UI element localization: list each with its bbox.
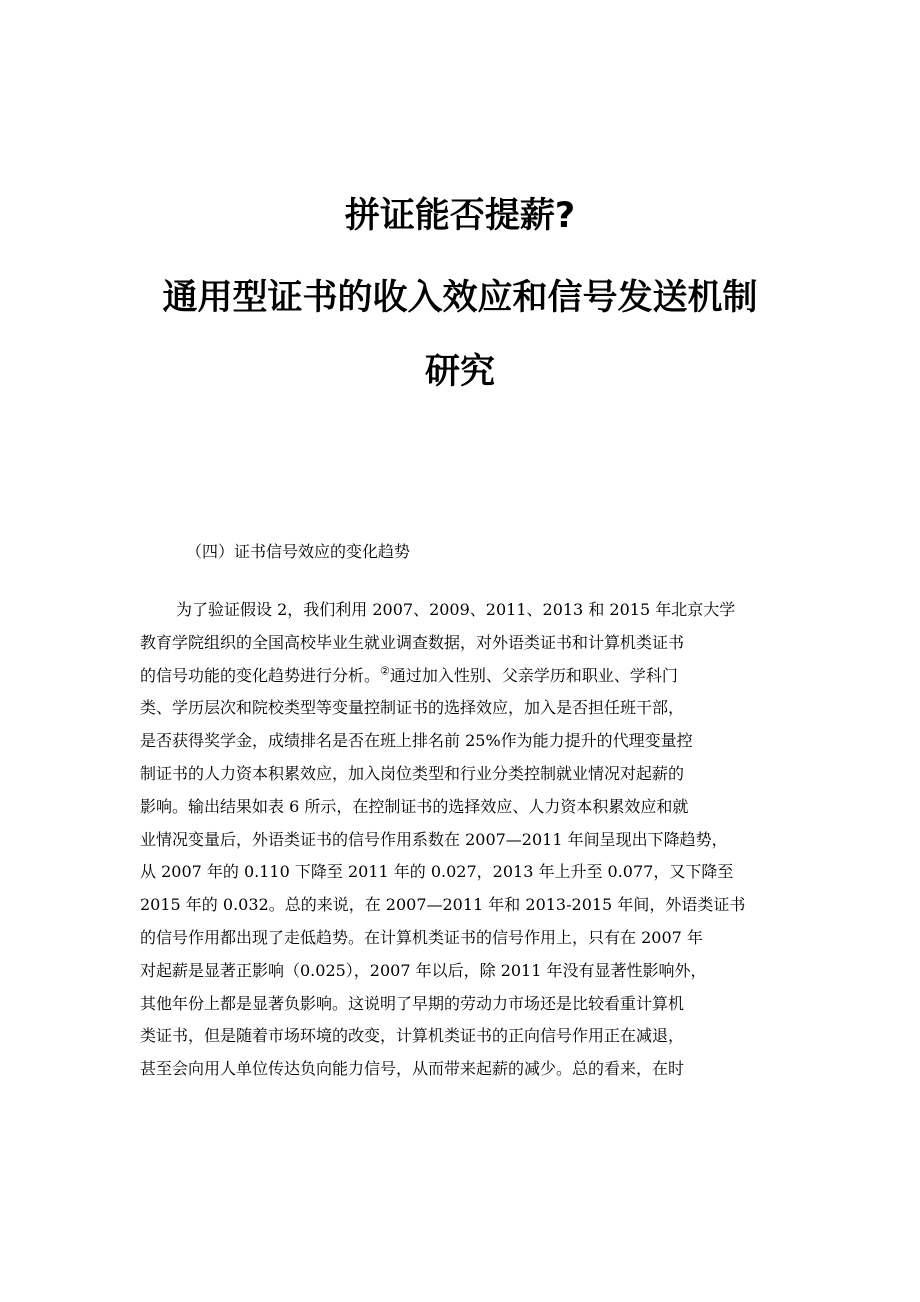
- paragraph-line: [140, 660, 800, 693]
- title-line-3: 研究: [424, 352, 495, 392]
- paragraph-line: 甚至会向用人单位传达负向能力信号，从而带来起薪的减少。总的看来，在时: [140, 1059, 685, 1079]
- paragraph-line-start: 的信号功能的变化趋势进行分析。: [140, 665, 381, 685]
- paragraph-line: 的信号作用都出现了走低趋势。在计算机类证书的信号作用上，只有在 2007 年: [140, 927, 703, 947]
- title-line-2: 通用型证书的收入效应和信号发送机制: [162, 278, 758, 318]
- paragraph-line: 制证书的人力资本积累效应，加入岗位类型和行业分类控制就业情况对起薪的: [140, 763, 685, 783]
- paragraph-line: 影响。输出结果如表 6 所示，在控制证书的选择效应、人力资本积累效应和就: [140, 796, 689, 816]
- paragraph-line: 2015 年的 0.032。总的来说，在 2007—2011 年和 2013-2015 年间，外语类证书: [140, 895, 746, 915]
- paragraph-line: 教育学院组织的全国高校毕业生就业调查数据，对外语类证书和计算机类证书: [140, 632, 685, 652]
- title-line-1: 拼证能否提薪?: [344, 196, 576, 236]
- paragraph-line: 其他年份上都是显著负影响。这说明了早期的劳动力市场还是比较看重计算机: [140, 993, 685, 1013]
- paragraph-line-end: 通过加入性别、父亲学历和职业、学科门: [389, 665, 678, 685]
- paragraph-line: 业情况变量后，外语类证书的信号作用系数在 2007—2011 年间呈现出下降趋势，: [140, 829, 728, 849]
- paragraph-line: 为了验证假设 2，我们利用 2007、2009、2011、2013 和 2015 年北京大学: [176, 600, 736, 619]
- section-heading: （四）证书信号效应的变化趋势: [186, 542, 411, 561]
- body-paragraph: [140, 594, 800, 1119]
- paragraph-line: 对起薪是显著正影响（0.025），2007 年以后，除 2011 年没有显著性影响外，: [140, 960, 707, 980]
- paragraph-line: 是否获得奖学金，成绩排名是否在班上排名前 25%作为能力提升的代理变量控: [140, 731, 693, 751]
- paragraph-line: [140, 1086, 800, 1119]
- paragraph-line: 类证书，但是随着市场环境的改变，计算机类证书的正向信号作用正在减退，: [140, 1026, 685, 1046]
- paragraph-line: 从 2007 年的 0.110 下降至 2011 年的 0.027，2013 年上升至 0.077，又下降至: [140, 862, 734, 882]
- paragraph-line: 类、学历层次和院校类型等变量控制证书的选择效应，加入是否担任班干部，: [140, 698, 685, 718]
- footnote-marker[interactable]: ②: [380, 664, 390, 678]
